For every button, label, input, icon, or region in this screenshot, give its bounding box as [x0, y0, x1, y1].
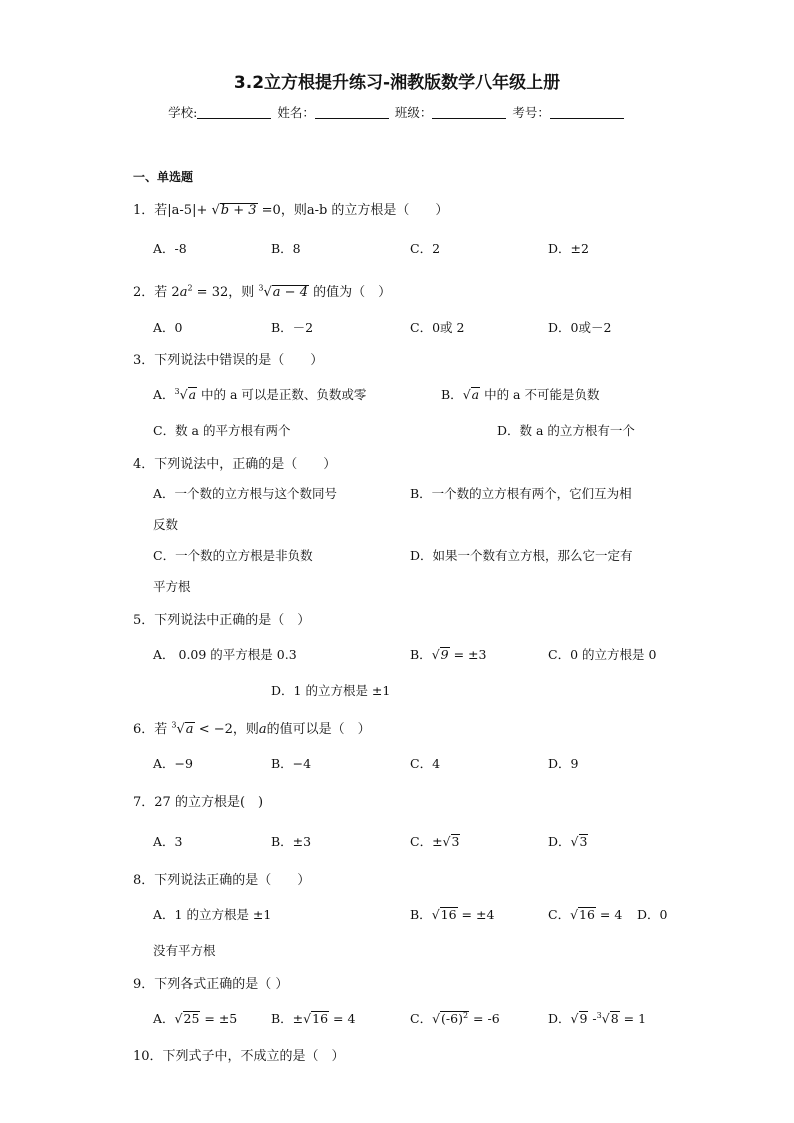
q8-option-c: C．√16 = 4 [548, 907, 623, 922]
q9-option-b: B．±√16 = 4 [271, 1011, 356, 1026]
name-label: 姓名： [277, 105, 315, 120]
q8-option-d: D．0 [637, 907, 668, 922]
class-label: 班级： [394, 105, 433, 120]
q3-option-a: A．$^3$√a 中的 a 可以是正数、负数或零 [153, 386, 367, 402]
q9-option-c: C．$√(-6)^2 = -6$ [410, 1010, 500, 1026]
q5-option-b: B．√9 = ±3 [410, 647, 487, 662]
q6-option-c: C．4 [410, 756, 441, 771]
q7-option-d: D．√3 [548, 834, 588, 849]
question-3: 3．下列说法中错误的是（ ） [133, 353, 324, 368]
q2-option-b: B．－2 [271, 320, 314, 335]
school-blank[interactable] [197, 106, 271, 119]
number-label: 考号： [512, 105, 550, 120]
question-8: 8．下列说法正确的是（ ） [133, 873, 311, 888]
q2-option-a: A．0 [153, 320, 183, 335]
q5-option-d: D．1 的立方根是 ±1 [271, 683, 391, 698]
q3-option-c: C．数 a 的平方根有两个 [153, 423, 291, 438]
page-title: 3.2立方根提升练习-湘教版数学八年级上册 [233, 73, 561, 93]
number-blank[interactable] [550, 106, 624, 119]
question-5: 5．下列说法中正确的是（ ） [133, 613, 311, 628]
question-2: 2．若 $2a^2 = 32$，则 $^3$√a − 4 的值为（ ） [133, 283, 392, 300]
q5-option-c: C．0 的立方根是 0 [548, 647, 657, 662]
q1-option-c: C．2 [410, 241, 441, 256]
question-6: 6．若 $^3$√a < −2，则a的值可以是（ ） [133, 720, 371, 737]
school-label: 学校: [168, 105, 198, 120]
section-heading: 一、单选题 [133, 170, 194, 184]
class-blank[interactable] [432, 106, 506, 119]
q3-option-b: B．√a 中的 a 不可能是负数 [441, 387, 600, 402]
q4-option-b: B．一个数的立方根有两个，它们互为相 [410, 486, 632, 501]
q8-option-b: B．√16 = ±4 [410, 907, 495, 922]
question-4: 4．下列说法中，正确的是（ ） [133, 457, 337, 472]
q5-option-a: A． 0.09 的平方根是 0.3 [153, 647, 297, 662]
q2-option-c: C．0或 2 [410, 320, 465, 335]
question-7: 7．27 的立方根是( ) [133, 795, 264, 810]
q7-option-c: C．±√3 [410, 834, 460, 849]
q6-option-a: A．−9 [153, 756, 193, 771]
q4-option-c: C．一个数的立方根是非负数 [153, 548, 313, 563]
q9-option-a: A．√25 = ±5 [153, 1011, 238, 1026]
q1-option-d: D．±2 [548, 241, 589, 256]
q6-option-d: D．9 [548, 756, 579, 771]
q9-option-d: D．√9 -$^3$√8 = 1 [548, 1010, 647, 1026]
q4-option-a: A．一个数的立方根与这个数同号 [153, 486, 338, 501]
q4-option-d-cont: 平方根 [153, 579, 191, 594]
q1-option-a: A．-8 [153, 241, 187, 256]
q8-option-d-cont: 没有平方根 [153, 943, 216, 958]
q7-option-a: A．3 [153, 834, 183, 849]
q2-option-d: D．0或－2 [548, 320, 612, 335]
question-10: 10．下列式子中，不成立的是（ ） [133, 1049, 345, 1064]
q1-option-b: B．8 [271, 241, 301, 256]
question-1: 1．若|a-5|+ √b + 3 =0，则a-b 的立方根是（ ） [133, 203, 449, 218]
name-blank[interactable] [315, 106, 389, 119]
student-info-line [0, 103, 794, 121]
q4-option-d: D．如果一个数有立方根，那么它一定有 [410, 548, 633, 563]
q4-option-b-cont: 反数 [153, 517, 179, 532]
q8-option-a: A．1 的立方根是 ±1 [153, 907, 272, 922]
q3-option-d: D．数 a 的立方根有一个 [497, 423, 635, 438]
q6-option-b: B．−4 [271, 756, 312, 771]
q7-option-b: B．±3 [271, 834, 312, 849]
question-9: 9．下列各式正确的是（ ） [133, 977, 289, 992]
